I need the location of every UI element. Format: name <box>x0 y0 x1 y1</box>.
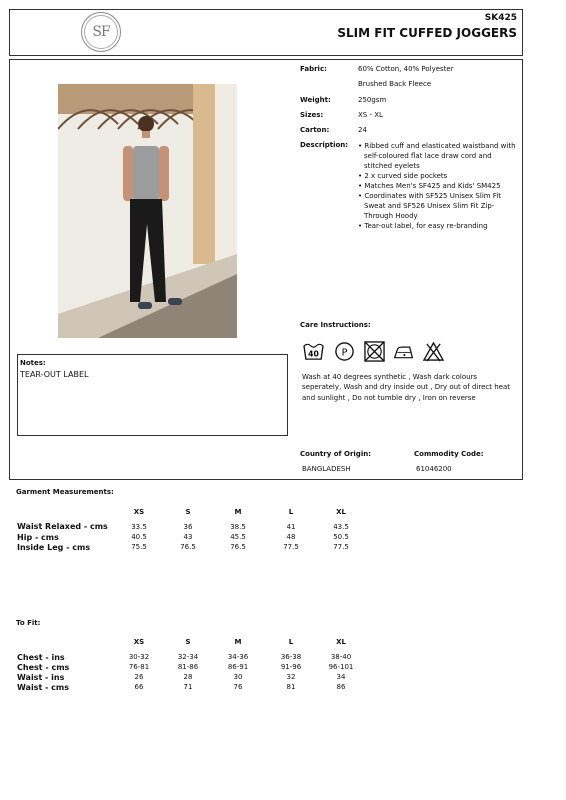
description-item: • Ribbed cuff and elasticated waistband with self-coloured flat lace draw cord and stitched eyelets <box>358 142 516 170</box>
no-bleach-icon <box>422 341 445 362</box>
product-photo <box>58 84 237 338</box>
commodity-code-value: 61046200 <box>416 465 452 473</box>
fit-cell: 86-91 <box>227 663 249 671</box>
fit-cell: 76 <box>233 683 243 691</box>
notes-label: Notes: <box>20 359 46 367</box>
measurement-cell: 77.5 <box>333 543 349 551</box>
description-item: • Matches Men's SF425 and Kids' SM425 <box>358 182 501 190</box>
notes-box <box>17 354 288 436</box>
measurement-cell: 48 <box>286 533 296 541</box>
fit-row-label: Waist - ins <box>17 673 65 682</box>
description-item: • Tear-out label, for easy re-branding <box>358 222 488 230</box>
description-item: • Coordinates with SF525 Unisex Slim Fit Sweat and SF526 Unisex Slim Fit Zip-Through Hoody <box>358 192 502 220</box>
country-of-origin-value: BANGLADESH <box>302 465 351 473</box>
sizes-value: XS - XL <box>358 111 383 119</box>
size-header: L <box>288 508 294 516</box>
measurement-cell: 40.5 <box>131 533 147 541</box>
fit-row-label: Waist - cms <box>17 683 69 692</box>
notes-value: TEAR-OUT LABEL <box>20 370 89 379</box>
measurement-cell: 75.5 <box>131 543 147 551</box>
fit-cell: 28 <box>183 673 193 681</box>
fabric-value: 60% Cotton, 40% Polyester <box>358 65 454 73</box>
measurement-cell: 76.5 <box>230 543 246 551</box>
fit-cell: 30 <box>233 673 243 681</box>
fit-cell: 34 <box>336 673 346 681</box>
measurement-row-label: Waist Relaxed - cms <box>17 522 108 531</box>
description-list <box>358 141 518 231</box>
product-code: SK425 <box>484 13 517 23</box>
fit-cell: 81-86 <box>177 663 199 671</box>
fit-cell: 36-38 <box>280 653 302 661</box>
commodity-code-label: Commodity Code: <box>414 450 484 458</box>
weight-label: Weight: <box>300 96 331 104</box>
fabric-label: Fabric: <box>300 65 327 73</box>
care-label: Care Instructions: <box>300 321 371 329</box>
description-label: Description: <box>300 141 349 149</box>
size-header: XS <box>133 508 145 516</box>
fit-cell: 81 <box>286 683 296 691</box>
fit-cell: 66 <box>134 683 144 691</box>
carton-label: Carton: <box>300 126 330 134</box>
size-header: M <box>234 508 242 516</box>
sizes-label: Sizes: <box>300 111 324 119</box>
measurement-cell: 45.5 <box>230 533 246 541</box>
measurement-cell: 38.5 <box>230 523 246 531</box>
to-fit-label: To Fit: <box>16 619 41 627</box>
fit-cell: 96-101 <box>328 663 354 671</box>
size-header: S <box>185 508 191 516</box>
size-header: M <box>234 638 242 646</box>
measurement-row-label: Inside Leg - cms <box>17 543 91 552</box>
fit-row-label: Chest - cms <box>17 663 70 672</box>
care-instructions-text: Wash at 40 degrees synthetic , Wash dark colours seperately, Wash and dry inside out , Dry out of direct heat and sunlight , Do not tumble dry , Iron on reverse <box>302 373 511 402</box>
dry-clean-letter: P <box>341 347 348 359</box>
country-of-origin-label: Country of Origin: <box>300 450 371 458</box>
fit-cell: 32-34 <box>177 653 199 661</box>
brand-logo <box>81 12 121 52</box>
description-item: • 2 x curved side pockets <box>358 172 448 180</box>
measurement-cell: 50.5 <box>333 533 349 541</box>
size-header: L <box>288 638 294 646</box>
measurement-row-label: Hip - cms <box>17 533 59 542</box>
measurement-cell: 43.5 <box>333 523 349 531</box>
measurement-cell: 36 <box>183 523 193 531</box>
measurement-cell: 76.5 <box>180 543 196 551</box>
no-tumble-dry-icon <box>363 341 386 362</box>
fit-cell: 38-40 <box>330 653 352 661</box>
measurement-cell: 77.5 <box>283 543 299 551</box>
logo-mark: SF <box>84 15 118 49</box>
weight-value: 250gsm <box>358 96 387 104</box>
measurement-cell: 43 <box>183 533 193 541</box>
fit-cell: 26 <box>134 673 144 681</box>
fit-cell: 71 <box>183 683 193 691</box>
wash-temp-label: 40 <box>308 349 319 359</box>
fit-cell: 32 <box>286 673 296 681</box>
carton-value: 24 <box>358 126 367 134</box>
fabric-finish-value: Brushed Back Fleece <box>358 80 432 88</box>
fit-row-label: Chest - ins <box>17 653 65 662</box>
wash-40-icon <box>302 341 325 362</box>
size-header: XL <box>336 638 346 646</box>
measurement-cell: 33.5 <box>131 523 147 531</box>
size-header: XL <box>336 508 346 516</box>
fit-cell: 76-81 <box>128 663 150 671</box>
size-header: S <box>185 638 191 646</box>
iron-low-icon <box>392 341 415 362</box>
garment-measurements-label: Garment Measurements: <box>16 488 114 496</box>
fit-cell: 34-36 <box>227 653 249 661</box>
size-header: XS <box>133 638 145 646</box>
measurement-cell: 41 <box>286 523 296 531</box>
fit-cell: 91-96 <box>280 663 302 671</box>
dry-clean-p-icon <box>333 341 356 362</box>
fit-cell: 86 <box>336 683 346 691</box>
product-title: SLIM FIT CUFFED JOGGERS <box>337 26 517 40</box>
fit-cell: 30-32 <box>128 653 150 661</box>
